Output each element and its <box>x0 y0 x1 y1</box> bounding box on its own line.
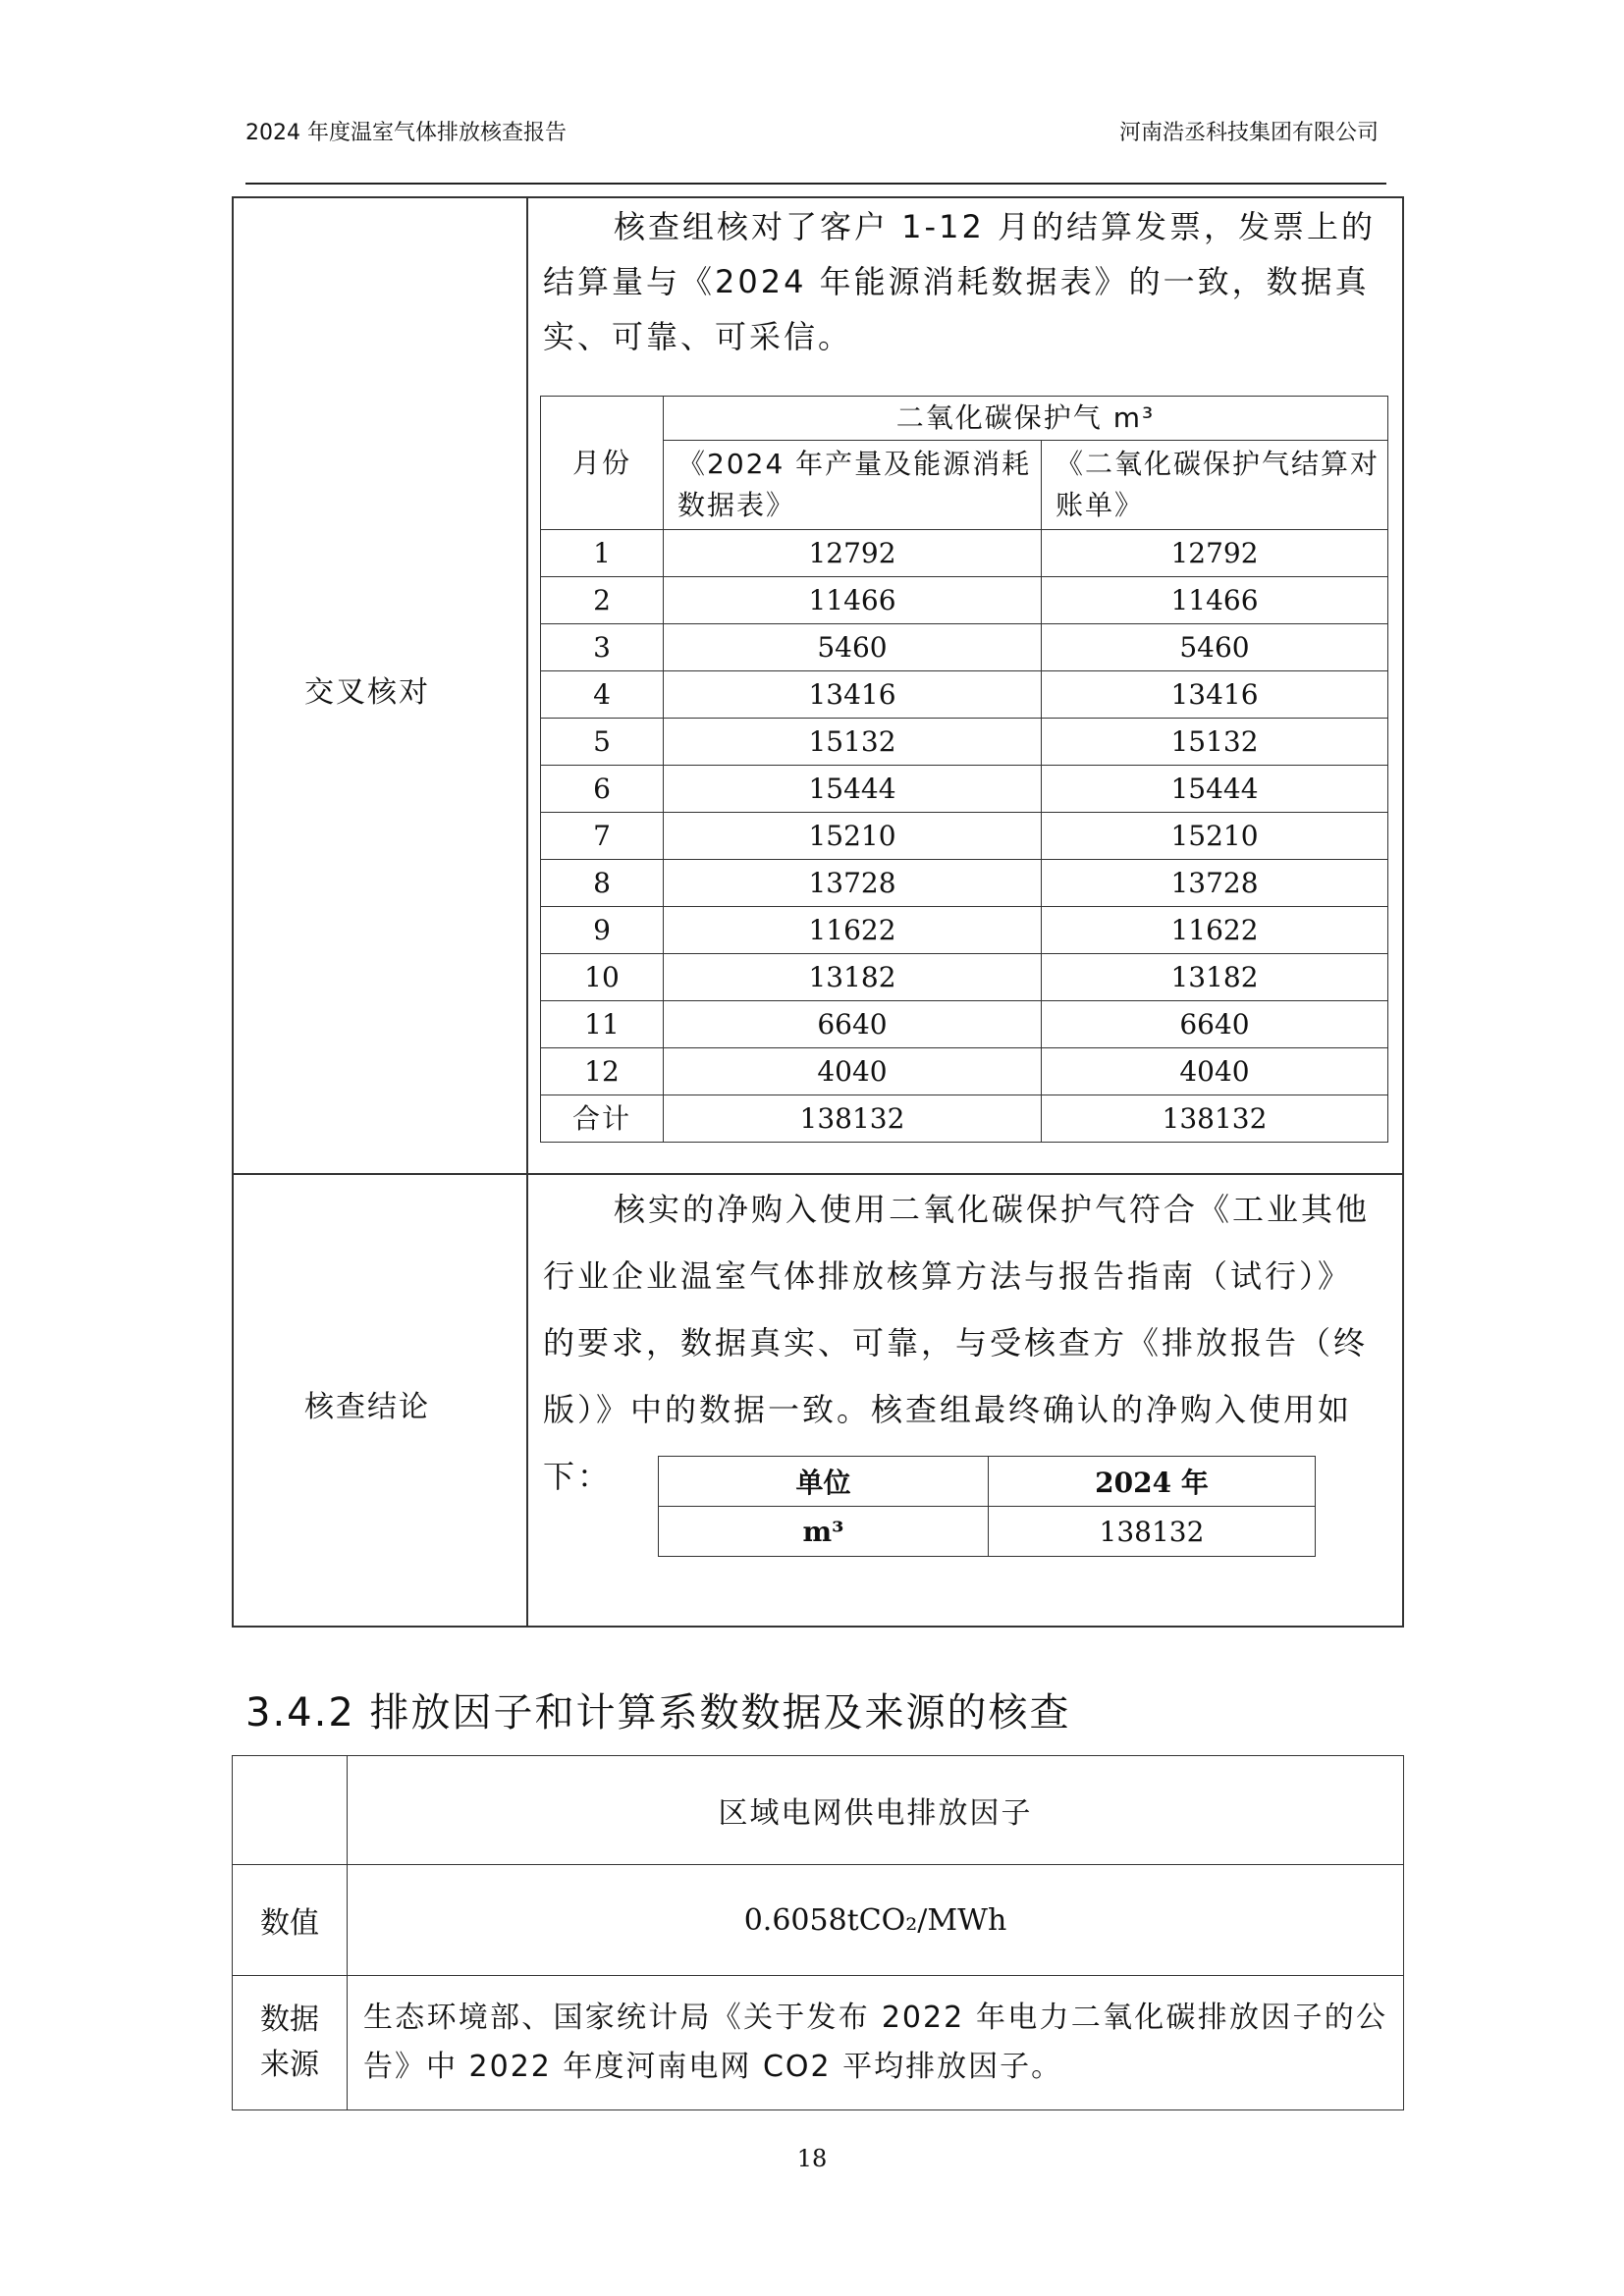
table-row <box>541 671 1388 719</box>
energy-data-cell: 13182 <box>664 954 1042 1001</box>
table-row <box>541 719 1388 766</box>
energy-data-table-header: 《2024 年产量及能源消耗数据表》 <box>664 441 1042 530</box>
header-report-title: 2024 年度温室气体排放核查报告 <box>245 121 567 145</box>
empty-corner-cell <box>233 1756 348 1865</box>
unit-value: m³ <box>659 1507 989 1557</box>
factor-value: 0.6058tCO₂/MWh <box>348 1865 1404 1976</box>
conclusion-label: 核查结论 <box>304 1390 430 1424</box>
page-number: 18 <box>796 2145 828 2172</box>
value-label: 数值 <box>233 1865 348 1976</box>
month-cell: 10 <box>541 954 664 1001</box>
month-cell: 12 <box>541 1048 664 1095</box>
month-cell: 8 <box>541 860 664 907</box>
cross-check-paragraph: 核查组核对了客户 1-12 月的结算发票，发票上的结算量与《2024 年能源消耗数据表》的一致，数据真实、可靠、可采信。 <box>543 208 1376 355</box>
reconciliation-table <box>540 396 1388 1143</box>
table-row <box>541 530 1388 577</box>
emission-factor-table <box>232 1755 1404 2110</box>
settlement-cell: 15210 <box>1042 813 1388 860</box>
co2-gas-header: 二氧化碳保护气 m³ <box>664 397 1388 441</box>
energy-data-cell: 4040 <box>664 1048 1042 1095</box>
month-cell: 9 <box>541 907 664 954</box>
total-energy-data: 138132 <box>664 1095 1042 1143</box>
month-cell: 5 <box>541 719 664 766</box>
energy-data-cell: 5460 <box>664 624 1042 671</box>
year-header: 2024 年 <box>989 1457 1316 1507</box>
header-rule <box>245 183 1386 185</box>
table-row <box>541 907 1388 954</box>
settlement-cell: 13182 <box>1042 954 1388 1001</box>
month-cell: 4 <box>541 671 664 719</box>
month-cell: 3 <box>541 624 664 671</box>
column-divider <box>526 198 528 1626</box>
settlement-cell: 15444 <box>1042 766 1388 813</box>
table-row <box>541 1048 1388 1095</box>
energy-data-cell: 15210 <box>664 813 1042 860</box>
energy-data-cell: 11622 <box>664 907 1042 954</box>
table-row <box>541 954 1388 1001</box>
settlement-cell: 13416 <box>1042 671 1388 719</box>
table-row <box>541 766 1388 813</box>
table-row <box>541 1001 1388 1048</box>
table-row <box>541 860 1388 907</box>
confirmed-usage-table <box>658 1456 1316 1557</box>
month-cell: 6 <box>541 766 664 813</box>
energy-data-cell: 15444 <box>664 766 1042 813</box>
energy-data-cell: 15132 <box>664 719 1042 766</box>
source-label: 数据来源 <box>233 1976 348 2110</box>
row-divider <box>234 1173 1402 1175</box>
settlement-statement-header: 《二氧化碳保护气结算对账单》 <box>1042 441 1388 530</box>
month-cell: 1 <box>541 530 664 577</box>
confirmed-value: 138132 <box>989 1507 1316 1557</box>
settlement-cell: 11622 <box>1042 907 1388 954</box>
unit-header: 单位 <box>659 1457 989 1507</box>
table-row <box>541 577 1388 624</box>
energy-data-cell: 11466 <box>664 577 1042 624</box>
energy-data-cell: 12792 <box>664 530 1042 577</box>
settlement-cell: 5460 <box>1042 624 1388 671</box>
total-settlement: 138132 <box>1042 1095 1388 1143</box>
settlement-cell: 4040 <box>1042 1048 1388 1095</box>
table-row <box>541 813 1388 860</box>
month-cell: 11 <box>541 1001 664 1048</box>
energy-data-cell: 13416 <box>664 671 1042 719</box>
table-row <box>541 624 1388 671</box>
month-header: 月份 <box>541 397 664 530</box>
factor-header: 区域电网供电排放因子 <box>348 1756 1404 1865</box>
month-cell: 7 <box>541 813 664 860</box>
total-label: 合计 <box>541 1095 664 1143</box>
settlement-cell: 6640 <box>1042 1001 1388 1048</box>
factor-source: 生态环境部、国家统计局《关于发布 2022 年电力二氧化碳排放因子的公告》中 2022 年度河南电网 CO2 平均排放因子。 <box>348 1976 1404 2110</box>
month-cell: 2 <box>541 577 664 624</box>
cross-check-label: 交叉核对 <box>304 675 430 710</box>
conclusion-paragraph: 核实的净购入使用二氧化碳保护气符合《工业其他行业企业温室气体排放核算方法与报告指南（试行）》的要求，数据真实、可靠，与受核查方《排放报告（终版）》中的数据一致。核查组最终确认的净购入使用如下： <box>543 1191 1371 1495</box>
energy-data-cell: 6640 <box>664 1001 1042 1048</box>
energy-data-cell: 13728 <box>664 860 1042 907</box>
settlement-cell: 15132 <box>1042 719 1388 766</box>
settlement-cell: 11466 <box>1042 577 1388 624</box>
header-company-name: 河南浩丞科技集团有限公司 <box>1118 121 1379 145</box>
settlement-cell: 13728 <box>1042 860 1388 907</box>
settlement-cell: 12792 <box>1042 530 1388 577</box>
section-title: 3.4.2 排放因子和计算系数数据及来源的核查 <box>245 1690 1071 1735</box>
